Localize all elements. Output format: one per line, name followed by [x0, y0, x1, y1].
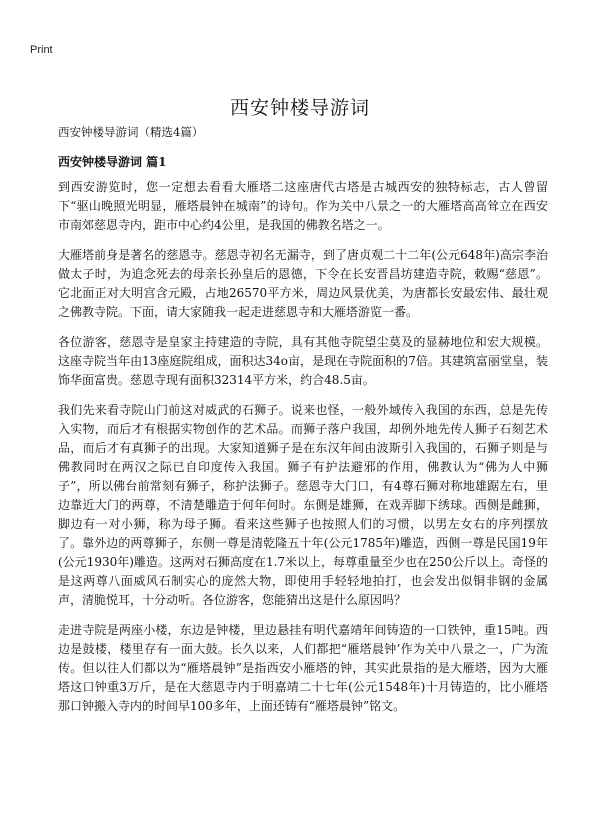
section-heading: 西安钟楼导游词 篇1	[58, 155, 167, 169]
paragraph: 走进寺院是两座小楼，东边是钟楼，里边悬挂有明代嘉靖年间铸造的一口铁钟，重15吨。西边是鼓楼，楼里存有一面大鼓。长久以来，人们都把“雁塔晨钟’作为关中八景之一，广为流传。但以往人们都以为“雁塔晨钟”是指西安小雁塔的钟，其实此景指的是大雁塔，因为大雁塔这口钟重3万斤，是在大慈恩寺内于明嘉靖二十七年(公元1548年)十月铸造的，比小雁塔那口钟搬入寺内的时间早100多年，上面还铸有“雁塔晨钟”铭文。	[58, 623, 548, 713]
document-subtitle: 西安钟楼导游词（精选4篇）	[58, 125, 204, 139]
print-link[interactable]: Print	[30, 44, 53, 56]
paragraph: 大雁塔前身是著名的慈恩寺。慈恩寺初名无漏寺，到了唐贞观二十二年(公元648年)高宗李治做太子时，为追念死去的母亲长孙皇后的恩德，下令在长安晋昌坊建造寺院，敕赐“慈恩”。它北面正对大明宫含元殿，占地26570平方米，周边风景优美，为唐都长安最宏伟、最壮观之佛教寺院。下面，请大家随我一起走进慈恩寺和大雁塔游览一番。	[58, 248, 548, 319]
paragraph: 到西安游览时，您一定想去看看大雁塔二这座唐代古塔是古城西安的独特标志，古人曾留下“驱山晚照光明显，雁塔晨钟在城南”的诗句。作为关中八景之一的大雁塔高高耸立在西安市南郊慈恩寺内，距市中心约4公里，是我国的佛教名塔之一。	[58, 180, 548, 232]
page-title: 西安钟楼导游词	[229, 96, 370, 119]
article-body	[58, 178, 548, 727]
paragraph: 各位游客，慈恩寺是皇家主持建造的寺院，具有其他寺院望尘莫及的显赫地位和宏大规模。这座寺院当年由13座庭院组成，面积达34o亩，是现在寺院面积的7倍。其建筑富丽堂皇，装饰华面富贵。慈恩寺现有面积32314平方米，约合48.5亩。	[58, 335, 548, 387]
paragraph: 我们先来看寺院山门前这对威武的石狮子。说来也怪，一般外域传入我国的东西，总是先传入实物，而后才有根据实物创作的艺术品。而狮子落户我国，却例外地先传人狮子石刻艺术品，而后才有真狮子的出现。大家知道狮子是在东汉年间由波斯引入我国的，石狮子则是与佛教同时在两汉之际已自印度传入我国。狮子有护法避邪的作用，佛教认为“佛为人中狮子”，所以佛台前常刻有狮子，称护法狮子。慈恩寺大门口，有4尊石狮对称地雄踞左右，里边靠近大门的两尊，不清楚雕造于何年何时。东侧是雄狮，在戏弄脚下绣球。西侧是雌狮，脚边有一对小狮，称为母子狮。看来这些狮子也按照人们的习惯，以男左女右的序列摆放了。靠外边的两尊狮子，东侧一尊是清乾隆五十年(公元1785年)雕造，西侧一尊是民国19年(公元1930年)雕造。这两对石狮高度在1.7米以上，每尊重量至少也在250公斤以上。奇怪的是这两尊八面威风石制实心的庞然大物，即使用手轻轻地拍打，也会发出似铜非钢的金属声，清脆悦耳，十分动听。各位游客，您能猜出这是什么原因吗？	[58, 403, 548, 607]
